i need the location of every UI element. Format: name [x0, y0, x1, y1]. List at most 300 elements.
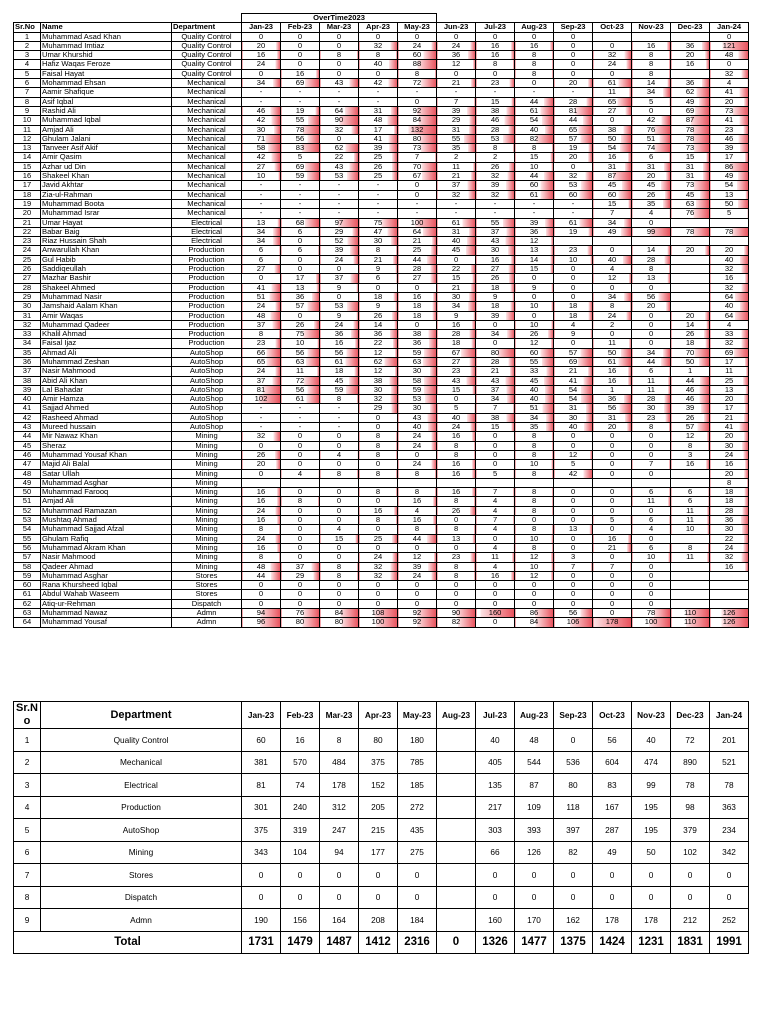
row-month-value: 8 [242, 330, 281, 339]
row-month-value: 63 [398, 357, 437, 366]
row-sr-no: 3 [14, 51, 41, 60]
row-department: Stores [172, 581, 242, 590]
row-name: Amir Waqas [41, 311, 172, 320]
row-month-value: 34 [242, 79, 281, 88]
row-month-value: 26 [671, 330, 710, 339]
summary-month-value: 217 [476, 796, 515, 819]
row-month-value: 126 [710, 618, 749, 627]
row-month-value: 0 [476, 581, 515, 590]
row-month-value: 78 [710, 227, 749, 236]
row-sr-no: 4 [14, 60, 41, 69]
row-month-value: 4 [554, 320, 593, 329]
row-name: Amir Qasim [41, 153, 172, 162]
row-month-value: 27 [593, 106, 632, 115]
row-month-value: 0 [593, 590, 632, 599]
row-month-value: 49 [710, 172, 749, 181]
row-month-value: 24 [242, 367, 281, 376]
row-month-value: 10 [242, 172, 281, 181]
row-month-value: 11 [671, 506, 710, 515]
row-month-value: 12 [515, 571, 554, 580]
row-sr-no: 30 [14, 302, 41, 311]
row-month-value: 6 [671, 488, 710, 497]
summary-month-value: 135 [476, 774, 515, 797]
row-month-value: 37 [242, 320, 281, 329]
row-month-value: 0 [593, 525, 632, 534]
row-month-value: 0 [632, 320, 671, 329]
row-month-value: 0 [320, 599, 359, 608]
row-month-value: - [398, 88, 437, 97]
summary-month-value: 178 [632, 909, 671, 932]
row-month-value [671, 581, 710, 590]
row-month-value: 4 [476, 562, 515, 571]
row-month-value [671, 237, 710, 246]
row-month-value: 22 [359, 339, 398, 348]
row-month-value: 33 [515, 367, 554, 376]
row-month-value: 22 [437, 265, 476, 274]
table-row [14, 571, 749, 580]
summary-month-value [437, 796, 476, 819]
row-month-value [671, 571, 710, 580]
table-row [14, 274, 749, 283]
table-row [14, 562, 749, 571]
row-month-value: 0 [554, 488, 593, 497]
row-month-value: 0 [281, 525, 320, 534]
row-month-value: - [320, 413, 359, 422]
row-month-value: 6 [632, 153, 671, 162]
row-month-value: 46 [671, 385, 710, 394]
row-month-value: 55 [515, 357, 554, 366]
row-month-value: 0 [476, 618, 515, 627]
row-month-value: 0 [320, 265, 359, 274]
row-month-value: 8 [515, 51, 554, 60]
summary-month-value [437, 751, 476, 774]
row-month-value: 56 [281, 134, 320, 143]
row-month-value [710, 218, 749, 227]
row-sr-no: 48 [14, 469, 41, 478]
table-row [14, 292, 749, 301]
row-sr-no: 52 [14, 506, 41, 515]
row-month-value: 15 [515, 265, 554, 274]
row-month-value: 8 [515, 432, 554, 441]
row-month-value: 12 [359, 367, 398, 376]
row-month-value: 57 [554, 348, 593, 357]
row-month-value: 13 [632, 274, 671, 283]
row-month-value: 30 [476, 246, 515, 255]
row-month-value: 44 [398, 255, 437, 264]
row-month-value: 0 [476, 599, 515, 608]
row-month-value: 30 [359, 237, 398, 246]
row-month-value: 30 [242, 125, 281, 134]
summary-sr-no: 2 [14, 751, 41, 774]
row-month-value: 34 [632, 88, 671, 97]
table-row [14, 330, 749, 339]
row-month-value: 37 [242, 376, 281, 385]
row-department: Mining [172, 543, 242, 552]
summary-total-value: 1479 [281, 931, 320, 953]
row-department: Mechanical [172, 106, 242, 115]
row-month-value: 16 [593, 534, 632, 543]
row-month-value: 64 [710, 311, 749, 320]
row-month-value: 60 [593, 190, 632, 199]
row-month-value: 51 [515, 404, 554, 413]
row-month-value: 6 [671, 497, 710, 506]
row-month-value: 22 [710, 534, 749, 543]
row-name: Muhammad Akram Khan [41, 543, 172, 552]
row-sr-no: 20 [14, 209, 41, 218]
row-month-value: 92 [398, 106, 437, 115]
row-sr-no: 28 [14, 283, 41, 292]
row-month-value: 0 [476, 441, 515, 450]
summary-month-value: 164 [320, 909, 359, 932]
row-month-value: 8 [242, 525, 281, 534]
summary-month-value: 74 [281, 774, 320, 797]
table-row [14, 339, 749, 348]
row-month-value: 28 [476, 357, 515, 366]
row-department: Electrical [172, 237, 242, 246]
row-sr-no: 34 [14, 339, 41, 348]
row-month-value: 4 [476, 506, 515, 515]
row-month-value: 0 [320, 497, 359, 506]
row-month-value: 11 [671, 553, 710, 562]
summary-sr-no: 1 [14, 729, 41, 752]
row-name: Asif Iqbal [41, 97, 172, 106]
row-month-value [710, 599, 749, 608]
row-month-value: 0 [554, 32, 593, 41]
row-month-value: 34 [437, 302, 476, 311]
summary-header-month: Aug-23 [515, 702, 554, 729]
row-month-value: 30 [710, 441, 749, 450]
row-month-value: 87 [671, 116, 710, 125]
summary-header-month: Mar-23 [320, 702, 359, 729]
summary-total-label: Total [14, 931, 242, 953]
row-sr-no: 5 [14, 69, 41, 78]
row-month-value: 12 [593, 274, 632, 283]
row-department: Production [172, 311, 242, 320]
row-month-value: 8 [359, 246, 398, 255]
row-month-value: 59 [398, 348, 437, 357]
row-month-value: 59 [398, 385, 437, 394]
row-month-value: 5 [554, 460, 593, 469]
row-month-value: 24 [593, 60, 632, 69]
row-month-value: - [320, 209, 359, 218]
row-month-value: 90 [320, 116, 359, 125]
row-month-value: 54 [515, 116, 554, 125]
row-month-value: 8 [359, 488, 398, 497]
row-month-value: 8 [398, 488, 437, 497]
row-month-value: 16 [476, 571, 515, 580]
table-row [14, 385, 749, 394]
row-sr-no: 9 [14, 106, 41, 115]
summary-month-value: 521 [710, 751, 749, 774]
summary-month-value: 474 [632, 751, 671, 774]
row-month-value: 29 [359, 404, 398, 413]
row-month-value: 16 [437, 432, 476, 441]
row-sr-no: 33 [14, 330, 41, 339]
row-month-value: 48 [242, 562, 281, 571]
row-month-value: 9 [320, 283, 359, 292]
row-month-value [593, 32, 632, 41]
row-month-value: 30 [398, 404, 437, 413]
row-month-value: 24 [320, 255, 359, 264]
row-month-value: - [320, 404, 359, 413]
row-sr-no: 22 [14, 227, 41, 236]
row-month-value: 0 [554, 51, 593, 60]
table-row [14, 32, 749, 41]
row-name: Muhammad Nawaz [41, 609, 172, 618]
summary-month-value: 40 [476, 729, 515, 752]
row-month-value: 29 [320, 227, 359, 236]
summary-month-value: 66 [476, 841, 515, 864]
table-row [14, 125, 749, 134]
row-month-value: 0 [281, 441, 320, 450]
row-month-value: 24 [320, 320, 359, 329]
row-month-value: 46 [242, 106, 281, 115]
row-department: Production [172, 302, 242, 311]
table-row [14, 69, 749, 78]
row-month-value: - [554, 88, 593, 97]
row-month-value: 24 [398, 460, 437, 469]
row-month-value: 126 [710, 609, 749, 618]
row-name: Sajjad Ahmed [41, 404, 172, 413]
row-month-value: 4 [398, 506, 437, 515]
row-month-value: 8 [359, 516, 398, 525]
row-month-value: 7 [554, 562, 593, 571]
row-department: Production [172, 292, 242, 301]
row-department: Mining [172, 450, 242, 459]
row-month-value [398, 478, 437, 487]
table-row [14, 134, 749, 143]
row-month-value: 31 [593, 413, 632, 422]
row-month-value: 78 [281, 125, 320, 134]
row-month-value: 26 [476, 162, 515, 171]
row-name: Amjad Ali [41, 125, 172, 134]
row-month-value: 20 [671, 311, 710, 320]
table-row [14, 450, 749, 459]
row-month-value: 11 [593, 88, 632, 97]
summary-month-value: 287 [593, 819, 632, 842]
row-sr-no: 6 [14, 79, 41, 88]
row-month-value: 0 [398, 32, 437, 41]
row-month-value: 69 [554, 357, 593, 366]
row-month-value: 0 [632, 218, 671, 227]
row-month-value: 0 [476, 590, 515, 599]
row-month-value [554, 237, 593, 246]
row-month-value: 96 [242, 618, 281, 627]
summary-total-value: 0 [437, 931, 476, 953]
row-month-value: 12 [359, 348, 398, 357]
summary-month-value [437, 909, 476, 932]
row-month-value: 0 [554, 432, 593, 441]
row-month-value: 0 [554, 571, 593, 580]
table-row [14, 376, 749, 385]
row-month-value: - [359, 88, 398, 97]
summary-month-value: 109 [515, 796, 554, 819]
row-month-value: 0 [710, 60, 749, 69]
row-sr-no: 56 [14, 543, 41, 552]
row-month-value: 36 [359, 330, 398, 339]
summary-month-value: 0 [242, 886, 281, 909]
row-month-value: 18 [710, 488, 749, 497]
row-month-value: 30 [437, 292, 476, 301]
table-row [14, 516, 749, 525]
table-row [14, 609, 749, 618]
row-month-value: - [359, 209, 398, 218]
row-month-value: 78 [671, 227, 710, 236]
row-month-value: - [242, 423, 281, 432]
row-month-value: 32 [359, 571, 398, 580]
row-name: Muhammad Boota [41, 199, 172, 208]
header-month: May-23 [398, 23, 437, 32]
row-month-value: 57 [281, 302, 320, 311]
summary-sr-no: 4 [14, 796, 41, 819]
row-month-value [593, 478, 632, 487]
row-sr-no: 2 [14, 41, 41, 50]
row-month-value: 24 [398, 441, 437, 450]
row-sr-no: 18 [14, 190, 41, 199]
row-department: Mining [172, 516, 242, 525]
table-row [14, 488, 749, 497]
row-month-value: 46 [671, 395, 710, 404]
summary-month-value: 40 [632, 729, 671, 752]
row-department: Mining [172, 478, 242, 487]
row-month-value: 0 [593, 283, 632, 292]
row-month-value: - [476, 199, 515, 208]
row-month-value: 0 [281, 450, 320, 459]
summary-header-month: Jan-24 [710, 702, 749, 729]
row-name: Rashid Ali [41, 106, 172, 115]
row-month-value: 21 [359, 255, 398, 264]
row-month-value: 32 [359, 41, 398, 50]
row-month-value: 16 [242, 497, 281, 506]
row-month-value: 92 [398, 618, 437, 627]
row-month-value: 53 [320, 172, 359, 181]
summary-month-value: 104 [281, 841, 320, 864]
row-month-value: - [359, 190, 398, 199]
row-month-value: 80 [281, 618, 320, 627]
row-month-value: 110 [671, 609, 710, 618]
row-month-value: 28 [632, 255, 671, 264]
table-row [14, 106, 749, 115]
row-month-value: 28 [554, 97, 593, 106]
summary-month-value: 205 [359, 796, 398, 819]
row-name: Satar Ullah [41, 469, 172, 478]
row-sr-no: 45 [14, 441, 41, 450]
row-month-value: 86 [515, 609, 554, 618]
row-month-value: 14 [671, 320, 710, 329]
row-month-value: 26 [359, 162, 398, 171]
row-month-value: 82 [515, 134, 554, 143]
row-month-value: 10 [515, 162, 554, 171]
row-month-value: 0 [320, 134, 359, 143]
summary-total-value: 1831 [671, 931, 710, 953]
row-department: Mechanical [172, 97, 242, 106]
row-month-value: 6 [242, 246, 281, 255]
row-month-value: 17 [281, 274, 320, 283]
row-month-value: 81 [242, 385, 281, 394]
summary-month-value: 178 [593, 909, 632, 932]
table-row [14, 432, 749, 441]
row-month-value: 16 [242, 51, 281, 60]
row-month-value: 8 [281, 497, 320, 506]
row-month-value: 15 [437, 385, 476, 394]
table-row [14, 172, 749, 181]
row-month-value [710, 237, 749, 246]
row-month-value: - [554, 199, 593, 208]
row-month-value [671, 32, 710, 41]
row-month-value: 41 [710, 116, 749, 125]
row-month-value: 24 [710, 543, 749, 552]
row-month-value: - [476, 209, 515, 218]
table-row [14, 469, 749, 478]
row-month-value: 72 [281, 376, 320, 385]
table-row [14, 88, 749, 97]
row-month-value: 64 [398, 227, 437, 236]
row-sr-no: 39 [14, 385, 41, 394]
row-month-value: 12 [515, 237, 554, 246]
row-month-value: 55 [281, 116, 320, 125]
row-department: Mechanical [172, 162, 242, 171]
row-month-value: 73 [671, 144, 710, 153]
row-month-value: 18 [554, 302, 593, 311]
row-month-value: 15 [437, 274, 476, 283]
row-month-value: 9 [359, 265, 398, 274]
row-month-value: 8 [320, 51, 359, 60]
row-month-value: 0 [632, 581, 671, 590]
row-month-value: - [320, 97, 359, 106]
row-month-value: 10 [515, 534, 554, 543]
row-month-value: 36 [593, 395, 632, 404]
row-month-value: 0 [593, 553, 632, 562]
row-month-value: 8 [515, 60, 554, 69]
row-department: AutoShop [172, 348, 242, 357]
row-month-value: 39 [671, 404, 710, 413]
table-row [14, 423, 749, 432]
row-sr-no: 58 [14, 562, 41, 571]
row-month-value [671, 302, 710, 311]
row-month-value: 0 [359, 413, 398, 422]
row-name: Umar Khurshid [41, 51, 172, 60]
summary-month-value: 87 [515, 774, 554, 797]
row-month-value: 73 [710, 106, 749, 115]
row-month-value: 9 [359, 302, 398, 311]
row-month-value: 29 [281, 571, 320, 580]
row-name: Ahmad Ali [41, 348, 172, 357]
table-row [14, 599, 749, 608]
row-month-value: 15 [476, 97, 515, 106]
summary-row [14, 841, 749, 864]
row-month-value: 0 [437, 599, 476, 608]
summary-row [14, 819, 749, 842]
row-sr-no: 19 [14, 199, 41, 208]
row-name: Shakeel Khan [41, 172, 172, 181]
row-name: Aamir Shafique [41, 88, 172, 97]
row-month-value: 0 [359, 543, 398, 552]
row-month-value: 0 [632, 571, 671, 580]
row-month-value: 36 [398, 339, 437, 348]
row-month-value: 62 [359, 357, 398, 366]
row-month-value: 50 [710, 199, 749, 208]
row-name: Qadeer Ahmad [41, 562, 172, 571]
row-name: Lal Bahadar [41, 385, 172, 394]
row-month-value: 26 [359, 311, 398, 320]
row-sr-no: 42 [14, 413, 41, 422]
row-department: Mechanical [172, 88, 242, 97]
row-month-value: 108 [359, 609, 398, 618]
table-row [14, 497, 749, 506]
row-month-value: 102 [242, 395, 281, 404]
row-month-value: 43 [320, 162, 359, 171]
row-month-value: 41 [710, 88, 749, 97]
